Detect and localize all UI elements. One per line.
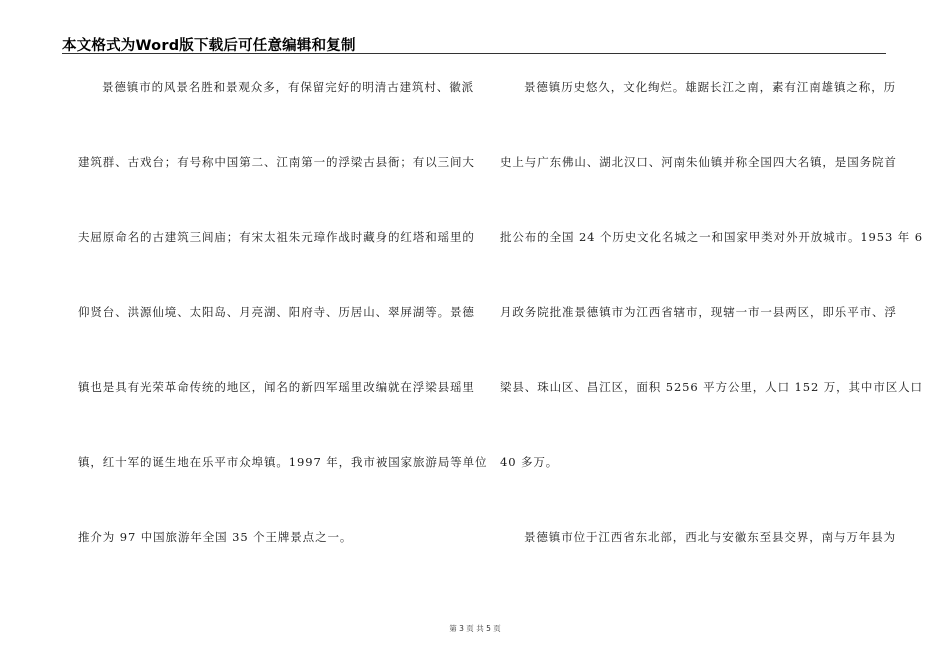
paragraph-line: 镇，红十军的诞生地在乐平市众埠镇。1997 年，我市被国家旅游局等单位 — [78, 455, 488, 469]
paragraph-line: 梁县、珠山区、昌江区，面积 5256 平方公里，人口 152 万，其中市区人口 — [500, 380, 923, 394]
paragraph-line: 40 多万。 — [500, 455, 559, 469]
paragraph-line: 建筑群、古戏台；有号称中国第二、江南第一的浮梁古县衙；有以三间大 — [78, 155, 475, 169]
right-text-column — [500, 79, 923, 604]
paragraph-line: 夫屈原命名的古建筑三闾庙；有宋太祖朱元璋作战时藏身的红塔和瑶里的 — [78, 230, 475, 244]
paragraph-line: 景德镇历史悠久，文化绚烂。雄踞长江之南，素有江南雄镇之称，历 — [524, 80, 896, 94]
paragraph-line: 仰贤台、洪源仙境、太阳岛、月亮湖、阳府寺、历居山、翠屏湖等。景德 — [78, 305, 475, 319]
paragraph-line: 镇也是具有光荣革命传统的地区，闻名的新四军瑶里改编就在浮梁县瑶里 — [78, 380, 475, 394]
paragraph-line: 月政务院批准景德镇市为江西省辖市，现辖一市一县两区，即乐平市、浮 — [500, 305, 897, 319]
paragraph-line: 批公布的全国 24 个历史文化名城之一和国家甲类对外开放城市。1953 年 6 — [500, 230, 923, 244]
paragraph-line: 推介为 97 中国旅游年全国 35 个王牌景点之一。 — [78, 530, 353, 544]
page-number-footer: 第 3 页 共 5 页 — [449, 624, 501, 633]
paragraph-line: 史上与广东佛山、湖北汉口、河南朱仙镇并称全国四大名镇，是国务院首 — [500, 155, 897, 169]
header-divider — [62, 53, 886, 54]
document-header-title: 本文格式为Word版下载后可任意编辑和复制 — [62, 38, 356, 54]
left-text-column — [78, 79, 488, 604]
paragraph-line: 景德镇市位于江西省东北部，西北与安徽东至县交界，南与万年县为 — [524, 530, 896, 544]
paragraph-line: 景德镇市的风景名胜和景观众多，有保留完好的明清古建筑村、徽派 — [102, 80, 474, 94]
